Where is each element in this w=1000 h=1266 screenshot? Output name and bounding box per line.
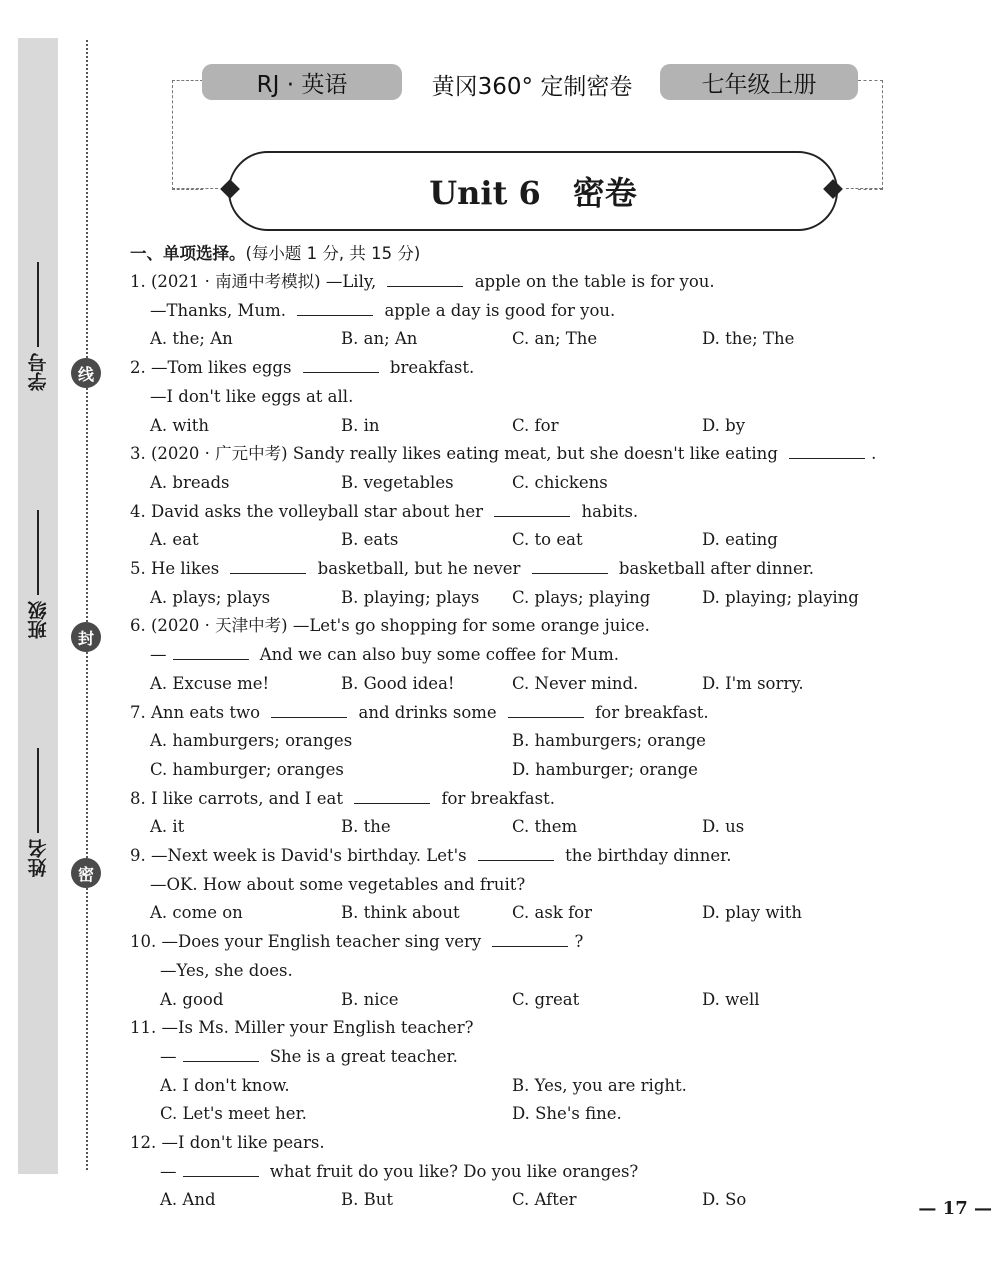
- section-note: (每小题 1 分, 共 15 分): [245, 244, 421, 263]
- question-text: apple a day is good for you.: [379, 300, 616, 320]
- answer-option[interactable]: B. Yes, you are right.: [512, 1075, 687, 1095]
- question-text: for breakfast.: [436, 788, 555, 808]
- question-text: 8. I like carrots, and I eat: [130, 788, 349, 808]
- answer-option[interactable]: A. hamburgers; oranges: [150, 731, 353, 751]
- question-stem: [130, 842, 731, 870]
- answer-option[interactable]: C. ask for: [512, 903, 593, 923]
- question-text: habits.: [576, 501, 639, 521]
- answer-blank[interactable]: [492, 928, 568, 947]
- answer-option[interactable]: D. I'm sorry.: [702, 673, 804, 693]
- question-text: 4. David asks the volleyball star about her: [130, 501, 489, 521]
- question-line: [150, 871, 525, 899]
- class-label: 班级: [27, 601, 50, 639]
- answer-option[interactable]: D. So: [702, 1190, 747, 1210]
- question-stem: [130, 354, 474, 382]
- answer-option[interactable]: B. an; An: [341, 329, 418, 349]
- answer-blank[interactable]: [532, 555, 608, 574]
- answer-blank[interactable]: [271, 699, 347, 718]
- answer-option[interactable]: C. great: [512, 989, 580, 1009]
- answer-blank[interactable]: [354, 785, 430, 804]
- unit-title-frame: [228, 151, 838, 231]
- answer-option[interactable]: C. for: [512, 415, 559, 435]
- answer-blank[interactable]: [789, 440, 865, 459]
- question-text: —I don't like eggs at all.: [150, 386, 354, 406]
- answer-option[interactable]: A. Excuse me!: [150, 673, 270, 693]
- student-id-field[interactable]: [22, 262, 54, 391]
- question-stem: [130, 440, 876, 468]
- name-field[interactable]: [22, 748, 54, 877]
- question-stem: [130, 785, 555, 813]
- question-stem: [130, 699, 709, 727]
- question-text: 1. (2021 · 南通中考模拟) —Lily,: [130, 272, 382, 291]
- question-text: 7. Ann eats two: [130, 702, 266, 722]
- answer-blank[interactable]: [303, 354, 379, 373]
- seal-mark-seal: 封: [71, 622, 101, 652]
- question-text: ?: [574, 932, 584, 952]
- question-text: 3. (2020 · 广元中考) Sandy really likes eating meat, but she doesn't like eating: [130, 444, 784, 464]
- question-line: [150, 383, 353, 411]
- student-id-label: 学号: [27, 353, 50, 391]
- question-stem: [130, 1014, 473, 1042]
- question-stem: [130, 268, 715, 296]
- answer-blank[interactable]: [173, 641, 249, 660]
- question-text: 11. —Is Ms. Miller your English teacher?: [130, 1018, 474, 1038]
- question-text: apple on the table is for you.: [469, 272, 715, 291]
- answer-blank[interactable]: [387, 268, 463, 287]
- header-dash-bottom-left: [172, 188, 218, 189]
- answer-option[interactable]: A. breads: [150, 472, 230, 492]
- answer-option[interactable]: B. vegetables: [341, 472, 454, 492]
- question-text: —Thanks, Mum.: [150, 300, 292, 320]
- subject-pill: RJ · 英语: [202, 64, 402, 100]
- question-text: She is a great teacher.: [264, 1046, 458, 1066]
- answer-blank[interactable]: [183, 1158, 259, 1177]
- question-text: 12. —I don't like pears.: [130, 1133, 325, 1152]
- question-text: —Yes, she does.: [160, 960, 293, 980]
- question-stem: [130, 928, 583, 956]
- answer-option[interactable]: D. well: [702, 989, 760, 1009]
- answer-option[interactable]: D. hamburger; orange: [512, 759, 698, 779]
- answer-blank[interactable]: [297, 297, 373, 316]
- class-field[interactable]: [22, 510, 54, 639]
- question-text: 2. —Tom likes eggs: [130, 358, 297, 378]
- question-line: [150, 641, 619, 669]
- name-underline: [37, 748, 39, 833]
- answer-option[interactable]: B. nice: [341, 989, 399, 1009]
- answer-option[interactable]: B. hamburgers; orange: [512, 731, 706, 751]
- question-stem: [130, 498, 638, 526]
- answer-option[interactable]: A. with: [150, 415, 210, 435]
- student-id-underline: [37, 262, 39, 347]
- answer-option[interactable]: C. After: [512, 1190, 577, 1210]
- answer-option[interactable]: A. I don't know.: [160, 1075, 290, 1095]
- name-label: 姓名: [27, 839, 50, 877]
- class-underline: [37, 510, 39, 595]
- question-text: the birthday dinner.: [559, 846, 732, 865]
- binding-dashed-line: [86, 40, 88, 1170]
- question-text: breakfast.: [384, 358, 475, 378]
- seal-mark-secret: 密: [71, 858, 101, 888]
- answer-option[interactable]: D. playing; playing: [702, 587, 859, 607]
- question-stem: [130, 555, 814, 583]
- question-text: .: [871, 444, 877, 464]
- answer-option[interactable]: B. Good idea!: [341, 673, 455, 693]
- answer-blank[interactable]: [508, 699, 584, 718]
- grade-pill: 七年级上册: [660, 64, 858, 100]
- answer-option[interactable]: D. by: [702, 415, 746, 435]
- question-text: 6. (2020 · 天津中考) —Let's go shopping for some orange juice.: [130, 616, 650, 636]
- answer-option[interactable]: D. eating: [702, 530, 778, 550]
- answer-option[interactable]: D. play with: [702, 903, 803, 923]
- answer-option[interactable]: C. plays; playing: [512, 587, 651, 607]
- answer-option[interactable]: C. chickens: [512, 472, 608, 492]
- question-text: for breakfast.: [589, 702, 709, 722]
- answer-option[interactable]: C. Never mind.: [512, 673, 639, 693]
- question-text: —: [150, 645, 167, 665]
- answer-blank[interactable]: [478, 842, 554, 861]
- question-text: basketball after dinner.: [613, 559, 815, 578]
- question-line: [150, 297, 615, 325]
- answer-option[interactable]: D. us: [702, 817, 745, 837]
- answer-option[interactable]: B. the: [341, 817, 391, 837]
- question-text: —: [160, 1046, 177, 1066]
- page-number: — 17 —: [918, 1198, 992, 1219]
- answer-option[interactable]: C. hamburger; oranges: [150, 759, 344, 779]
- answer-option[interactable]: B. in: [341, 415, 380, 435]
- question-line: [160, 1158, 638, 1186]
- question-text: basketball, but he never: [312, 559, 526, 578]
- section-title: 一、单项选择。: [130, 244, 246, 263]
- answer-option[interactable]: C. Let's meet her.: [160, 1104, 307, 1124]
- section-heading: [130, 240, 420, 264]
- answer-blank[interactable]: [230, 555, 306, 574]
- answer-option[interactable]: B. playing; plays: [341, 587, 480, 607]
- question-text: 10. —Does your English teacher sing very: [130, 932, 487, 952]
- answer-blank[interactable]: [494, 498, 570, 517]
- answer-option[interactable]: D. She's fine.: [512, 1104, 622, 1124]
- answer-option[interactable]: B. think about: [341, 903, 460, 923]
- answer-option[interactable]: C. to eat: [512, 530, 583, 550]
- question-text: 5. He likes: [130, 559, 225, 578]
- question-line: [160, 1043, 458, 1071]
- seal-mark-line: 线: [71, 358, 101, 388]
- question-stem: [130, 612, 650, 640]
- question-text: —OK. How about some vegetables and fruit?: [150, 874, 526, 894]
- answer-option[interactable]: A. come on: [150, 903, 243, 923]
- answer-option[interactable]: D. the; The: [702, 329, 795, 349]
- header-dash-left: [172, 80, 203, 190]
- question-stem: [130, 1129, 325, 1157]
- answer-option[interactable]: A. plays; plays: [150, 587, 271, 607]
- answer-blank[interactable]: [183, 1043, 259, 1062]
- header-dash-bottom-right: [846, 188, 882, 189]
- page-title: Unit 6 密卷: [429, 174, 637, 212]
- question-text: And we can also buy some coffee for Mum.: [254, 645, 620, 665]
- question-text: what fruit do you like? Do you like oranges?: [264, 1161, 639, 1181]
- answer-option[interactable]: A. it: [150, 817, 185, 837]
- series-name: 黄冈360° 定制密卷: [431, 73, 633, 100]
- answer-option[interactable]: C. an; The: [512, 329, 598, 349]
- answer-option[interactable]: A. eat: [150, 530, 199, 550]
- question-text: —: [160, 1161, 177, 1181]
- answer-option[interactable]: B. eats: [341, 530, 399, 550]
- answer-option[interactable]: C. them: [512, 817, 578, 837]
- question-line: [160, 957, 293, 985]
- question-text: 9. —Next week is David's birthday. Let's: [130, 846, 472, 865]
- answer-option[interactable]: B. But: [341, 1190, 393, 1210]
- question-text: and drinks some: [353, 702, 502, 722]
- header-dash-right: [858, 80, 883, 190]
- answer-option[interactable]: A. the; An: [150, 329, 233, 349]
- answer-option[interactable]: A. good: [160, 989, 224, 1009]
- answer-option[interactable]: A. And: [160, 1190, 216, 1210]
